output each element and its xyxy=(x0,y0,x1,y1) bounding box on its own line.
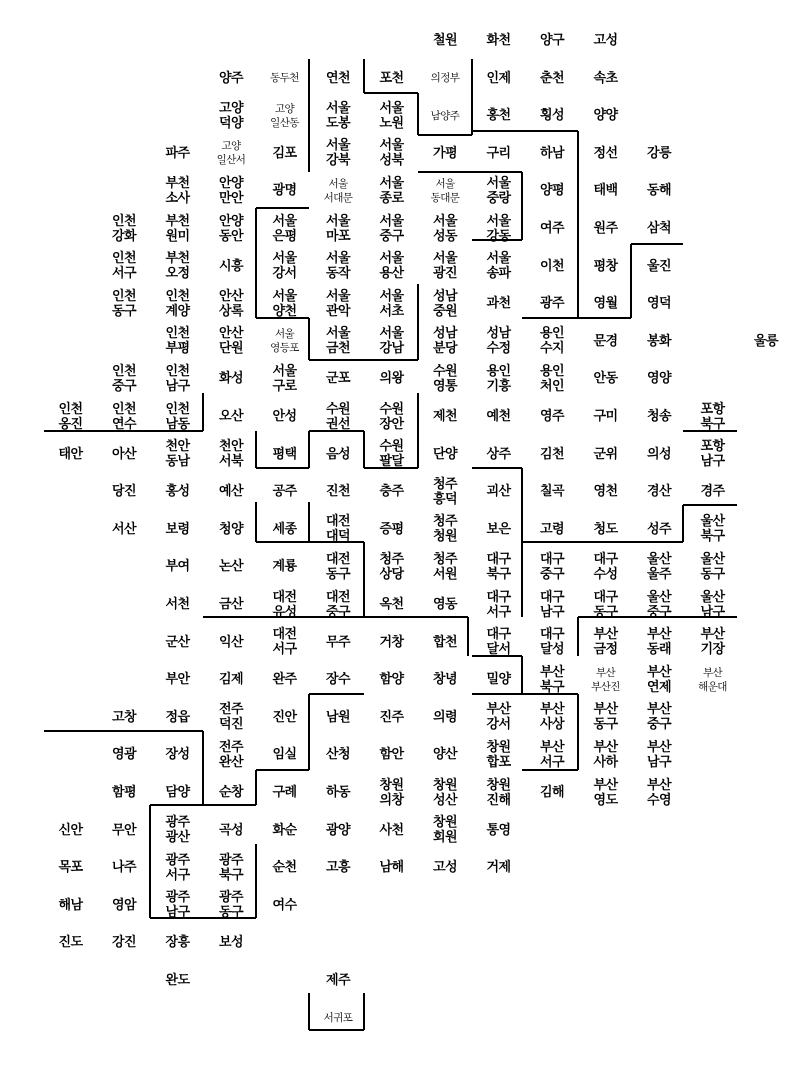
region-cell: 서울 서초 xyxy=(379,288,404,319)
region-cell: 인천 서구 xyxy=(111,251,137,282)
region-cell: 진안 xyxy=(272,709,297,725)
region-cell: 서울 광진 xyxy=(432,251,458,282)
region-cell: 화천 xyxy=(486,33,511,48)
region-cell: 군산 xyxy=(165,634,190,650)
region-cell: 서울 성북 xyxy=(379,138,404,169)
region-cell: 신안 xyxy=(58,822,83,838)
region-cell: 대구 수성 xyxy=(593,551,618,582)
region-cell: 성남 중원 xyxy=(432,288,458,319)
region-cell: 광주 xyxy=(539,296,565,312)
region-cell: 영월 xyxy=(593,296,618,312)
region-cell: 광양 xyxy=(325,822,351,838)
region-cell: 금산 xyxy=(218,597,244,612)
region-cell: 서울 송파 xyxy=(486,251,511,282)
region-cell: 철원 xyxy=(432,33,458,48)
region-cell: 부산 연제 xyxy=(646,664,672,695)
region-cell: 울산 북구 xyxy=(700,514,725,545)
region-cell: 고흥 xyxy=(325,860,351,876)
region-cell: 광명 xyxy=(272,183,297,199)
region-cell: 가평 xyxy=(432,145,458,161)
region-cell: 고성 xyxy=(432,860,458,876)
region-cell: 평창 xyxy=(593,258,618,274)
region-cell: 울산 동구 xyxy=(700,551,725,582)
region-cell: 인천 연수 xyxy=(111,401,137,432)
region-cell: 서울 은평 xyxy=(272,213,297,244)
region-cell: 춘천 xyxy=(539,70,565,86)
region-cell: 부천 원미 xyxy=(165,213,190,244)
region-cell: 서울 용산 xyxy=(379,251,404,282)
region-cell: 부천 소사 xyxy=(165,175,190,206)
region-cell: 부산 영도 xyxy=(593,777,618,808)
region-cell: 대구 달성 xyxy=(539,627,565,658)
region-cell: 영동 xyxy=(432,597,458,612)
region-cell: 부산 서구 xyxy=(539,739,565,770)
region-cell: 부산 남구 xyxy=(646,739,672,770)
region-cell: 안산 상록 xyxy=(218,288,244,319)
region-cell: 김해 xyxy=(539,785,565,800)
region-cell: 고령 xyxy=(539,521,565,537)
region-cell: 제주 xyxy=(325,973,351,988)
region-cell: 여수 xyxy=(272,897,297,913)
region-cell: 진도 xyxy=(58,935,83,951)
region-cell: 울산 남구 xyxy=(700,589,725,620)
region-cell: 익산 xyxy=(218,634,244,650)
region-cell: 부산 해운대 xyxy=(698,666,727,693)
region-cell: 전주 완산 xyxy=(218,739,244,770)
region-cell: 합천 xyxy=(432,634,458,650)
region-cell: 영천 xyxy=(593,484,618,500)
region-cell: 순창 xyxy=(218,785,244,800)
region-cell: 천안 서북 xyxy=(218,439,244,470)
region-cell: 인천 중구 xyxy=(111,363,137,394)
region-cell: 부안 xyxy=(165,672,190,688)
region-cell: 거창 xyxy=(379,634,404,650)
region-cell: 서울 금천 xyxy=(325,326,351,357)
region-cell: 충주 xyxy=(379,484,404,500)
region-cell: 남원 xyxy=(325,709,351,725)
region-cell: 함양 xyxy=(379,672,404,688)
region-cell: 김제 xyxy=(218,672,244,688)
region-cell: 부산 강서 xyxy=(486,702,511,733)
region-cell: 성남 분당 xyxy=(432,326,458,357)
region-cell: 대구 달서 xyxy=(486,627,511,658)
region-cell: 창원 성산 xyxy=(432,777,458,808)
region-cell: 광주 북구 xyxy=(218,852,244,883)
region-cell: 부산 동래 xyxy=(646,627,672,658)
region-cell: 영덕 xyxy=(646,296,672,312)
region-cell: 홍천 xyxy=(486,108,511,124)
region-cell: 대구 북구 xyxy=(486,551,511,582)
region-cell: 김천 xyxy=(539,446,565,462)
region-cell: 서울 동작 xyxy=(325,251,351,282)
region-cell: 여주 xyxy=(539,221,565,236)
region-cell: 고양 일산동 xyxy=(270,102,299,129)
region-cell: 서울 중랑 xyxy=(486,175,511,206)
region-cell: 진주 xyxy=(379,709,404,725)
region-cell: 의성 xyxy=(646,446,672,462)
region-cell: 안동 xyxy=(593,371,618,387)
region-cell: 보은 xyxy=(486,521,511,537)
region-cell: 의령 xyxy=(432,709,458,725)
region-cell: 부산 중구 xyxy=(646,702,672,733)
region-cell: 서울 마포 xyxy=(325,213,351,244)
region-cell: 의왕 xyxy=(379,371,404,387)
region-cell: 서울 동대문 xyxy=(430,177,460,204)
region-cell: 함안 xyxy=(379,747,404,763)
region-cell: 부천 오정 xyxy=(165,251,190,282)
region-cell: 완도 xyxy=(165,973,190,988)
region-cell: 서울 서대문 xyxy=(323,177,353,204)
region-cell: 서울 성동 xyxy=(432,213,458,244)
region-cell: 구리 xyxy=(486,145,511,161)
region-cell: 화순 xyxy=(272,822,297,838)
region-cell: 순천 xyxy=(272,860,297,876)
region-cell: 인천 옹진 xyxy=(58,401,83,432)
region-cell: 논산 xyxy=(218,559,244,575)
region-cell: 강진 xyxy=(111,935,137,951)
region-cell: 광주 광산 xyxy=(165,815,190,846)
region-cell: 수원 권선 xyxy=(325,401,351,432)
region-cell: 안성 xyxy=(272,409,297,424)
region-cell: 의정부 xyxy=(430,72,460,85)
region-cell: 인천 남구 xyxy=(165,363,190,394)
region-cell: 부산 금정 xyxy=(593,627,618,658)
region-cell: 무주 xyxy=(325,634,351,650)
region-cell: 인제 xyxy=(486,70,511,86)
region-cell: 창원 합포 xyxy=(486,739,511,770)
region-cell: 하동 xyxy=(325,785,351,800)
region-cell: 서울 강서 xyxy=(272,251,297,282)
region-cell: 고성 xyxy=(593,33,618,48)
region-cell: 창원 의창 xyxy=(379,777,404,808)
region-cell: 서울 강북 xyxy=(325,138,351,169)
region-cell: 서울 구로 xyxy=(272,363,297,394)
region-cell: 상주 xyxy=(486,446,511,462)
region-cell: 담양 xyxy=(165,785,190,800)
region-cell: 오산 xyxy=(218,409,244,424)
region-cell: 창녕 xyxy=(432,672,458,688)
region-cell: 고양 덕양 xyxy=(218,100,244,131)
region-cell: 서산 xyxy=(111,521,137,537)
region-cell: 태안 xyxy=(58,446,83,462)
region-cell: 영암 xyxy=(111,897,137,913)
region-cell: 안산 단원 xyxy=(218,326,244,357)
region-cell: 양평 xyxy=(539,183,565,199)
region-cell: 공주 xyxy=(272,484,297,500)
region-cell: 홍성 xyxy=(165,484,190,500)
region-cell: 창원 진해 xyxy=(486,777,511,808)
region-cell: 아산 xyxy=(111,446,137,462)
region-cell: 속초 xyxy=(593,70,618,86)
region-cell: 정선 xyxy=(593,145,618,161)
region-cell: 파주 xyxy=(165,145,190,161)
region-cell: 광주 동구 xyxy=(218,890,244,921)
region-cell: 산청 xyxy=(325,747,351,763)
region-cell: 울산 중구 xyxy=(646,589,672,620)
region-cell: 수원 팔달 xyxy=(379,439,404,470)
region-cell: 원주 xyxy=(593,221,618,236)
region-cell: 서울 중구 xyxy=(379,213,404,244)
region-cell: 양주 xyxy=(218,70,244,86)
region-cell: 부산 사하 xyxy=(593,739,618,770)
region-cell: 포항 북구 xyxy=(700,401,725,432)
region-cell: 포항 남구 xyxy=(700,439,725,470)
region-cell: 시흥 xyxy=(218,258,244,274)
region-cell: 안양 만안 xyxy=(218,175,244,206)
region-cell: 남해 xyxy=(379,860,404,876)
region-cell: 부산 동구 xyxy=(593,702,618,733)
region-cell: 서울 강동 xyxy=(486,213,511,244)
region-cell: 하남 xyxy=(539,145,565,161)
region-cell: 대전 유성 xyxy=(272,589,297,620)
region-cell: 봉화 xyxy=(646,333,672,349)
region-cell: 옥천 xyxy=(379,597,404,612)
region-cell: 서울 종로 xyxy=(379,175,404,206)
region-cell: 나주 xyxy=(111,860,137,876)
region-cell: 정읍 xyxy=(165,709,190,725)
region-cell: 인천 강화 xyxy=(111,213,137,244)
region-cell: 계룡 xyxy=(272,559,297,575)
region-cell: 목포 xyxy=(58,860,83,876)
region-cell: 광주 서구 xyxy=(165,852,190,883)
region-cell: 양양 xyxy=(593,108,618,124)
region-cell: 영광 xyxy=(111,747,137,763)
region-cell: 구미 xyxy=(593,409,618,424)
region-cell: 군포 xyxy=(325,371,351,387)
region-cell: 예천 xyxy=(486,409,511,424)
region-cell: 세종 xyxy=(272,521,297,537)
region-cell: 경주 xyxy=(700,484,725,500)
region-cell: 대전 대덕 xyxy=(325,514,351,545)
region-cell: 함평 xyxy=(111,785,137,800)
region-cell: 청송 xyxy=(646,409,672,424)
region-cell: 서울 노원 xyxy=(379,100,404,131)
region-cell: 장수 xyxy=(325,672,351,688)
region-cell: 수원 장안 xyxy=(379,401,404,432)
region-cell: 서울 양천 xyxy=(272,288,297,319)
region-cell: 사천 xyxy=(379,822,404,838)
region-cell: 용인 처인 xyxy=(539,363,565,394)
region-cell: 용인 수지 xyxy=(539,326,565,357)
region-cell: 대구 동구 xyxy=(593,589,618,620)
region-cell: 음성 xyxy=(325,446,351,462)
region-cell: 고양 일산서 xyxy=(216,140,246,167)
region-cell: 대구 중구 xyxy=(539,551,565,582)
region-cell: 인천 동구 xyxy=(111,288,137,319)
region-cell: 울릉 xyxy=(753,333,779,349)
region-cell: 거제 xyxy=(486,860,511,876)
region-cell: 청주 서원 xyxy=(432,551,458,582)
region-cell: 광주 남구 xyxy=(165,890,190,921)
region-cell: 고창 xyxy=(111,709,137,725)
region-cell: 인천 남동 xyxy=(165,401,190,432)
region-cell: 부산 기장 xyxy=(700,627,725,658)
region-cell: 창원 회원 xyxy=(432,815,458,846)
region-cell: 양산 xyxy=(432,747,458,763)
region-cell: 대전 동구 xyxy=(325,551,351,582)
region-cell: 영양 xyxy=(646,371,672,387)
region-cell: 삼척 xyxy=(646,221,672,236)
region-cell: 안양 동안 xyxy=(218,213,244,244)
region-cell: 장흥 xyxy=(165,935,190,951)
region-cell: 인천 계양 xyxy=(165,288,190,319)
region-cell: 보령 xyxy=(165,521,190,537)
region-cell: 부산 사상 xyxy=(539,702,565,733)
region-cell: 횡성 xyxy=(539,108,565,124)
region-cell: 울산 울주 xyxy=(646,551,672,582)
region-cell: 부여 xyxy=(165,559,190,575)
region-cell: 대구 남구 xyxy=(539,589,565,620)
region-cell: 성남 수정 xyxy=(486,326,511,357)
region-cell: 청주 흥덕 xyxy=(432,476,458,507)
region-cell: 부산 수영 xyxy=(646,777,672,808)
region-cell: 당진 xyxy=(111,484,137,500)
region-cell: 수원 영통 xyxy=(432,363,458,394)
region-cell: 대전 서구 xyxy=(272,627,297,658)
region-cell: 서울 영등포 xyxy=(270,328,299,355)
region-cell: 진천 xyxy=(325,484,351,500)
region-cell: 남양주 xyxy=(430,109,460,122)
region-cell: 부산 부산진 xyxy=(591,666,620,693)
region-cell: 장성 xyxy=(165,747,190,763)
region-cell: 화성 xyxy=(218,371,244,387)
region-cell: 증평 xyxy=(379,521,404,537)
region-cell: 포천 xyxy=(379,70,404,86)
region-cell: 양구 xyxy=(539,33,565,48)
region-cell: 단양 xyxy=(432,446,458,462)
region-cell: 청주 상당 xyxy=(379,551,404,582)
region-cell: 임실 xyxy=(272,747,297,763)
region-cell: 태백 xyxy=(593,183,618,199)
region-cell: 해남 xyxy=(58,897,83,913)
region-cell: 강릉 xyxy=(646,145,672,161)
region-cell: 청도 xyxy=(593,521,618,537)
region-cell: 통영 xyxy=(486,822,511,838)
region-cell: 서울 관악 xyxy=(325,288,351,319)
region-cell: 전주 덕진 xyxy=(218,702,244,733)
region-cell: 과천 xyxy=(486,296,511,312)
region-cell: 동두천 xyxy=(270,72,299,85)
region-cell: 동해 xyxy=(646,183,672,199)
region-cell: 김포 xyxy=(272,145,297,161)
region-cell: 청양 xyxy=(218,521,244,537)
region-cell: 부산 북구 xyxy=(539,664,565,695)
region-cell: 괴산 xyxy=(486,484,511,500)
region-cell: 예산 xyxy=(218,484,244,500)
region-cell: 완주 xyxy=(272,672,297,688)
region-cell: 대구 서구 xyxy=(486,589,511,620)
region-cell: 용인 기흥 xyxy=(486,363,511,394)
region-cell: 무안 xyxy=(111,822,137,838)
region-cell: 밀양 xyxy=(486,672,511,688)
region-cell: 청주 청원 xyxy=(432,514,458,545)
region-cell: 구례 xyxy=(272,785,297,800)
region-cell: 울진 xyxy=(646,258,672,274)
region-cell: 이천 xyxy=(539,258,565,274)
region-cell: 평택 xyxy=(272,446,297,462)
region-cell: 보성 xyxy=(218,935,244,951)
region-cell: 곡성 xyxy=(218,822,244,838)
region-cell: 성주 xyxy=(646,521,672,537)
region-cell: 영주 xyxy=(539,409,565,424)
region-cell: 인천 부평 xyxy=(165,326,190,357)
region-cell: 문경 xyxy=(593,333,618,349)
region-cell: 천안 동남 xyxy=(165,439,190,470)
region-cell: 연천 xyxy=(325,70,351,86)
region-cell: 칠곡 xyxy=(539,484,565,500)
region-cell: 서울 강남 xyxy=(379,326,404,357)
region-cell: 서천 xyxy=(165,597,190,612)
region-cell: 경산 xyxy=(646,484,672,500)
region-cell: 대전 중구 xyxy=(325,589,351,620)
region-cell: 서울 도봉 xyxy=(325,100,351,131)
region-cell: 제천 xyxy=(432,409,458,424)
region-cell: 서귀포 xyxy=(323,1012,353,1025)
region-cell: 군위 xyxy=(593,446,618,462)
